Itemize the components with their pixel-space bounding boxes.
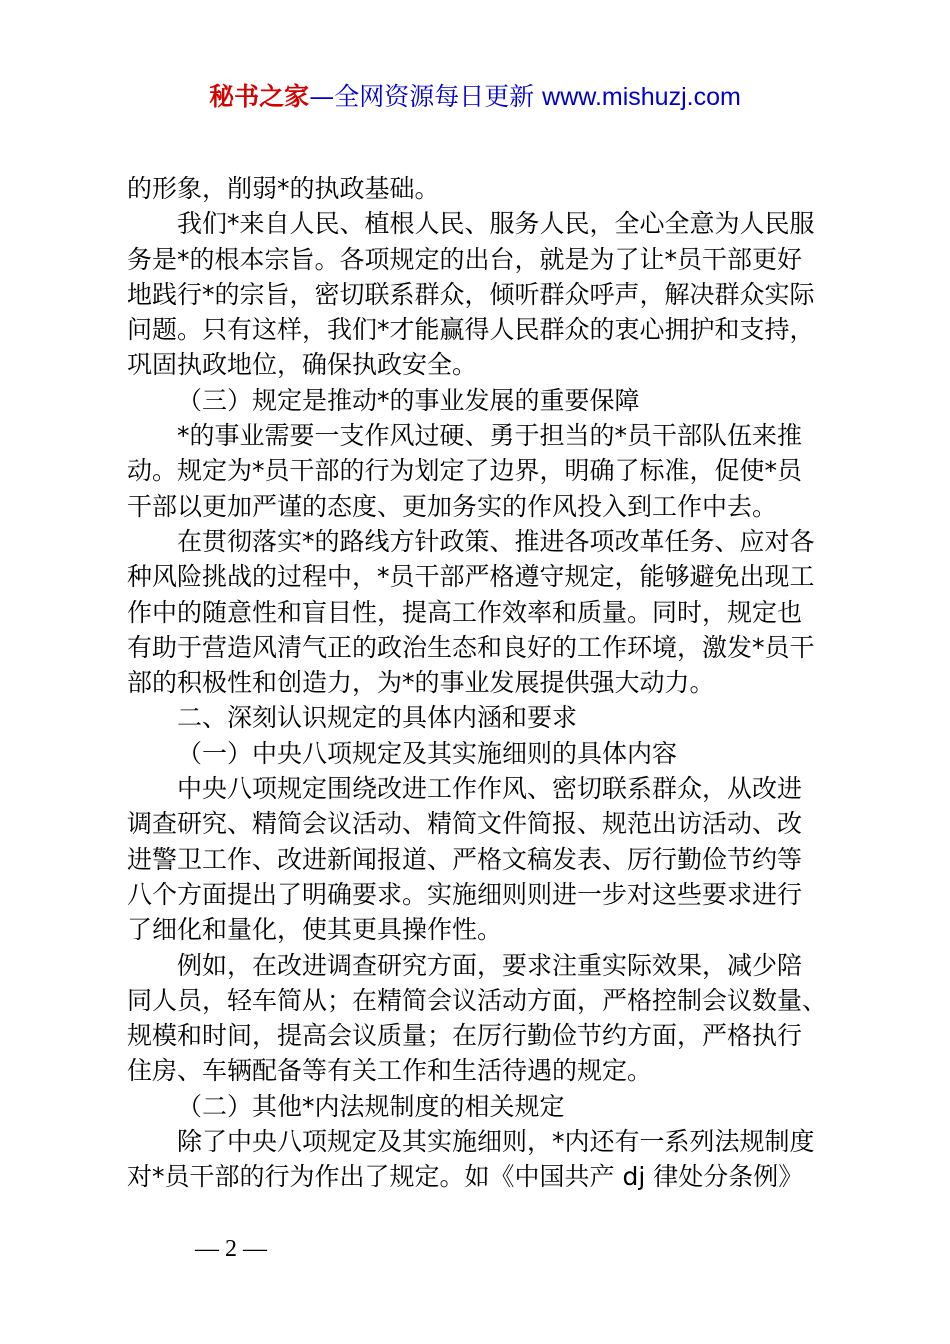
text-line: 例如，在改进调查研究方面，要求注重实际效果，减少陪 (177, 950, 803, 980)
text-line: （三）规定是推动*的事业发展的重要保障 (177, 385, 640, 415)
site-tagline: —全网资源每日更新 (309, 82, 535, 111)
text-line: 干部以更加严谨的态度、更加务实的作风投入到工作中去。 (127, 491, 778, 521)
text-line: （一）中央八项规定及其实施细则的具体内容 (177, 738, 678, 768)
text-line: 作中的随意性和盲目性，提高工作效率和质量。同时，规定也 (127, 597, 803, 627)
text-line: 规模和时间，提高会议质量；在厉行勤俭节约方面，严格执行 (127, 1021, 803, 1051)
site-brand-name: 秘书之家 (209, 82, 310, 111)
text-line: 问题。只有这样，我们*才能赢得人民群众的衷心拥护和支持， (127, 315, 815, 345)
text-line: 进警卫工作、改进新闻报道、严格文稿发表、厉行勤俭节约等 (127, 844, 803, 874)
text-line: 种风险挑战的过程中，*员干部严格遵守规定，能够避免出现工 (127, 562, 815, 592)
text-line: 住房、车辆配备等有关工作和生活待遇的规定。 (127, 1056, 653, 1086)
text-line: 除了中央八项规定及其实施细则，*内还有一系列法规制度 (177, 1127, 815, 1157)
text-line: 有助于营造风清气正的政治生态和良好的工作环境，激发*员干 (127, 632, 815, 662)
text-line: 务是*的根本宗旨。各项规定的出台，就是为了让*员干部更好 (127, 244, 803, 274)
text-line: 地践行*的宗旨，密切联系群众，倾听群众呼声，解决群众实际 (127, 279, 815, 309)
document-body (127, 171, 833, 1195)
text-line: 我们*来自人民、植根人民、服务人民，全心全意为人民服 (177, 209, 815, 239)
text-line: 对*员干部的行为作出了规定。如《中国共产 dj 律处分条例》 (127, 1162, 804, 1192)
text-line: 的形象，削弱*的执政基础。 (127, 174, 440, 203)
text-line: 调查研究、精简会议活动、精简文件简报、规范出访活动、改 (127, 809, 803, 839)
page-number: — 2 — (195, 1236, 267, 1262)
site-url-link[interactable]: www.mishuzj.com (542, 83, 741, 111)
text-line: 在贯彻落实*的路线方针政策、推进各项改革任务、应对各 (177, 526, 815, 556)
text-line: （二）其他*内法规制度的相关规定 (177, 1091, 565, 1121)
text-line: 二、深刻认识规定的具体内涵和要求 (177, 703, 578, 733)
text-line: 八个方面提出了明确要求。实施细则则进一步对这些要求进行 (127, 879, 803, 909)
text-line: 巩固执政地位，确保执政安全。 (127, 350, 478, 380)
text-line: 动。规定为*员干部的行为划定了边界，明确了标准，促使*员 (127, 456, 803, 486)
text-line: 中央八项规定围绕改进工作作风、密切联系群众，从改进 (177, 774, 803, 804)
site-header (0, 80, 950, 114)
text-line: 部的积极性和创造力，为*的事业发展提供强大动力。 (127, 668, 715, 698)
text-line: 了细化和量化，使其更具操作性。 (127, 915, 503, 945)
text-line: 同人员，轻车简从；在精简会议活动方面，严格控制会议数量、 (127, 985, 828, 1015)
text-line: *的事业需要一支作风过硬、勇于担当的*员干部队伍来推 (177, 421, 803, 451)
